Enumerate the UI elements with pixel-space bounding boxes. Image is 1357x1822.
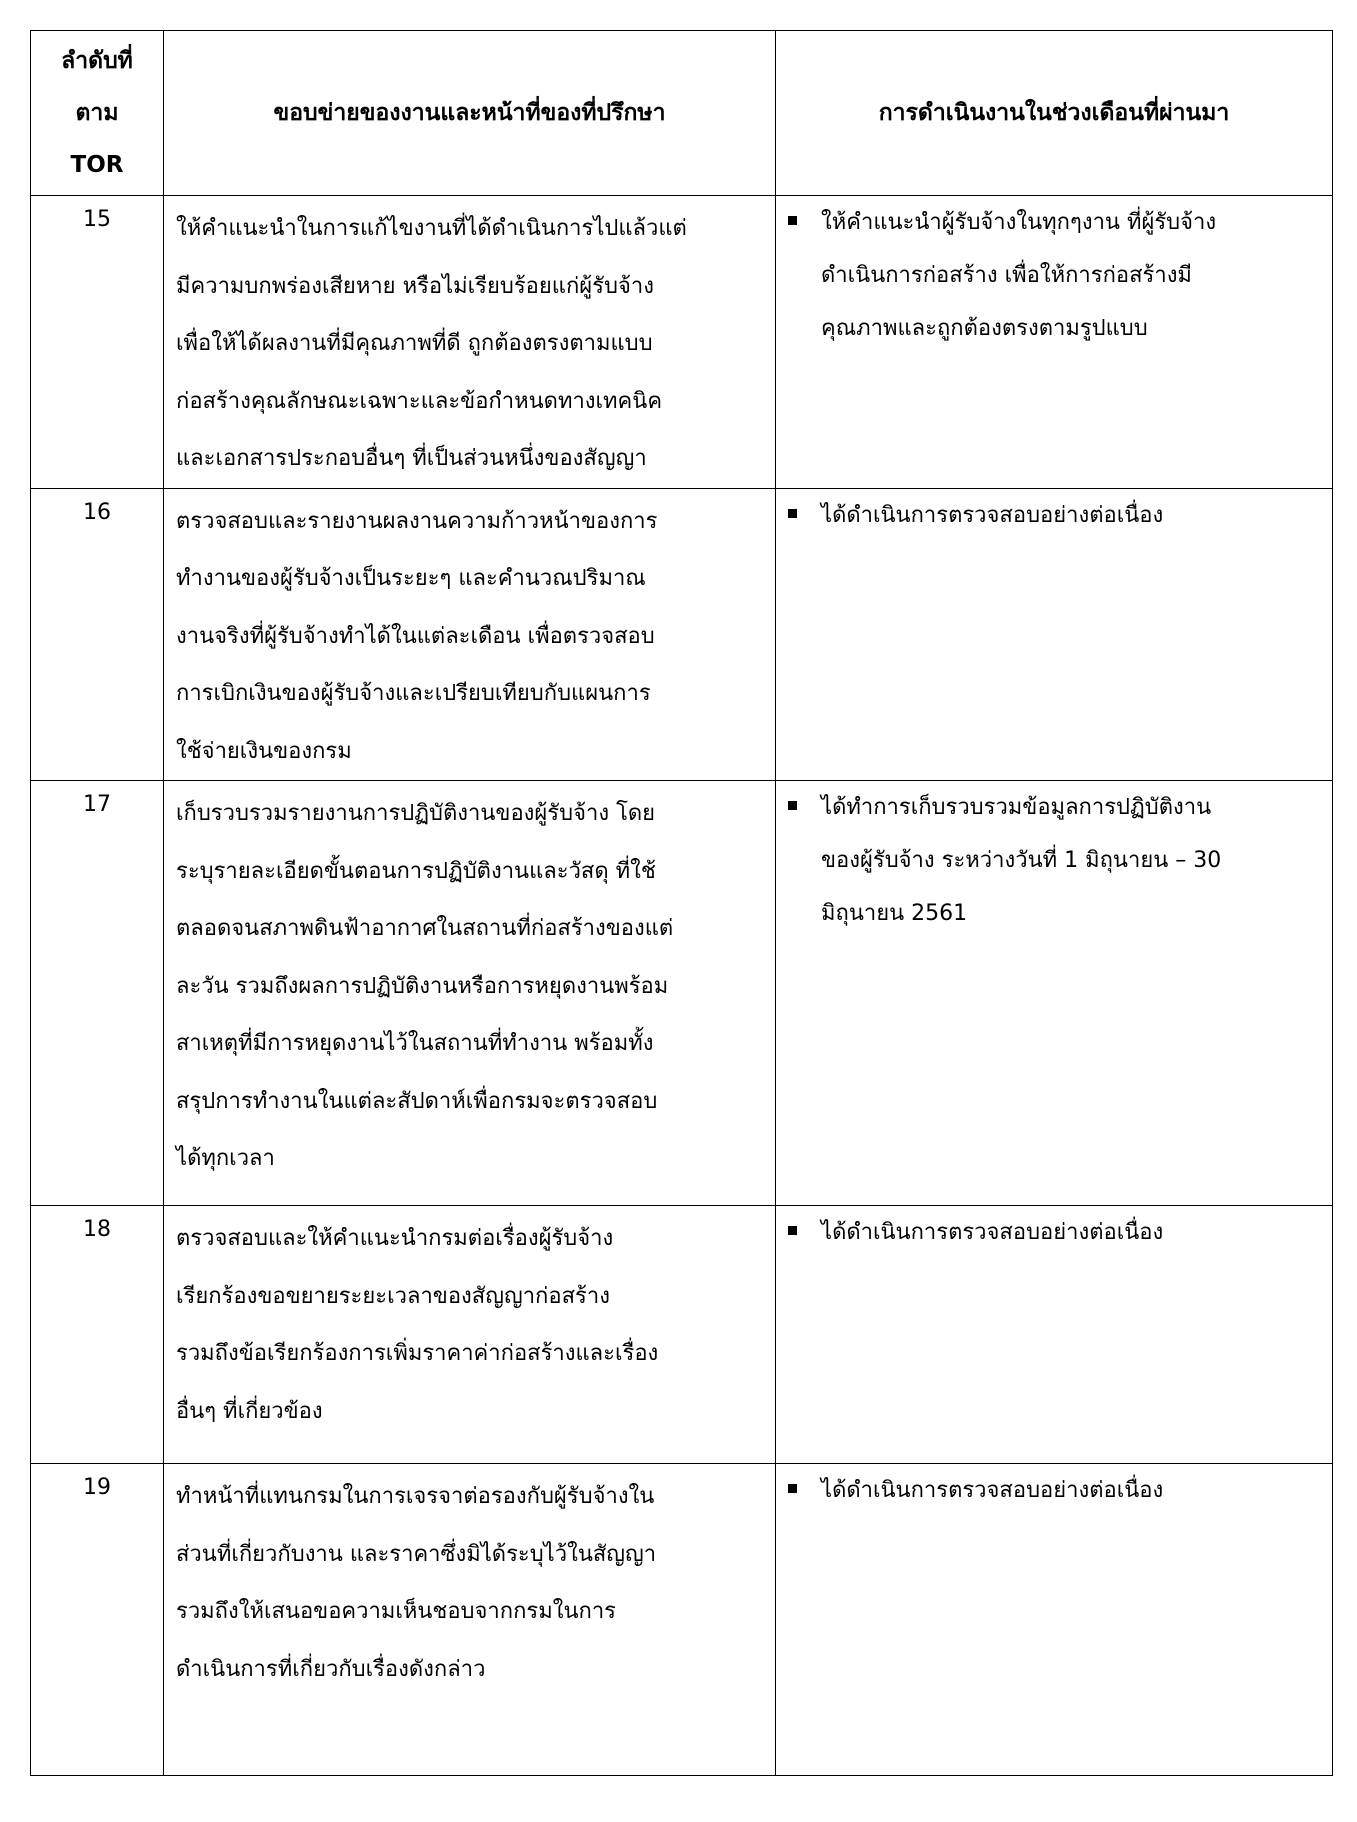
table-row	[31, 781, 1333, 1206]
result-text: ได้ดำเนินการตรวจสอบอย่างต่อเนื่อง	[821, 1220, 1164, 1245]
row-scope: ตรวจสอบและรายงานผลงานความก้าวหน้าของการ ทำงานของผู้รับจ้างเป็นระยะๆ และคำนวณปริมาณ งานจริงที่ผู้รับจ้างทำได้ในแต่ละเดือน เพื่อตรวจสอบ การเบิกเงินของผู้รับจ้างและเปรียบเทียบกับแผนการ ใช้จ่ายเงินของกรม	[164, 488, 776, 781]
square-bullet-icon	[788, 1226, 797, 1235]
row-number: 15	[31, 196, 164, 489]
header-result: การดำเนินงานในช่วงเดือนที่ผ่านมา	[776, 31, 1333, 196]
table-row	[31, 196, 1333, 489]
row-result	[776, 196, 1333, 489]
row-scope: เก็บรวบรวมรายงานการปฏิบัติงานของผู้รับจ้าง โดย ระบุรายละเอียดขั้นตอนการปฏิบัติงานและวัสดุ ที่ใช้ ตลอดจนสภาพดินฟ้าอากาศในสถานที่ก่อสร้างของแต่ ละวัน รวมถึงผลการปฏิบัติงานหรือการหยุดงานพร้อม สาเหตุที่มีการหยุดงานไว้ในสถานที่ทำงาน พร้อมทั้ง สรุปการทำงานในแต่ละสัปดาห์เพื่อกรมจะตรวจสอบ ได้ทุกเวลา	[164, 781, 776, 1206]
result-bullet-item	[788, 200, 1324, 355]
row-result	[776, 1206, 1333, 1464]
square-bullet-icon	[788, 801, 797, 810]
row-scope: ทำหน้าที่แทนกรมในการเจรจาต่อรองกับผู้รับจ้างใน ส่วนที่เกี่ยวกับงาน และราคาซึ่งมิได้ระบุไว้ในสัญญา รวมถึงให้เสนอขอความเห็นชอบจากกรมในการ ดำเนินการที่เกี่ยวกับเรื่องดังกล่าว	[164, 1464, 776, 1776]
row-number: 18	[31, 1206, 164, 1464]
table-row	[31, 1206, 1333, 1464]
table-row	[31, 488, 1333, 781]
result-bullet-item	[788, 1468, 1324, 1517]
result-bullet-item	[788, 1210, 1324, 1259]
row-number: 17	[31, 781, 164, 1206]
row-result	[776, 488, 1333, 781]
square-bullet-icon	[788, 1484, 797, 1493]
row-scope: ให้คำแนะนำในการแก้ไขงานที่ได้ดำเนินการไปแล้วแต่ มีความบกพร่องเสียหาย หรือไม่เรียบร้อยแก่ผู้รับจ้าง เพื่อให้ได้ผลงานที่มีคุณภาพที่ดี ถูกต้องตรงตามแบบ ก่อสร้างคุณลักษณะเฉพาะและข้อกำหนดทางเทคนิค และเอกสารประกอบอื่นๆ ที่เป็นส่วนหนึ่งของสัญญา	[164, 196, 776, 489]
header-scope: ขอบข่ายของงานและหน้าที่ของที่ปรึกษา	[164, 31, 776, 196]
row-scope: ตรวจสอบและให้คำแนะนำกรมต่อเรื่องผู้รับจ้าง เรียกร้องขอขยายระยะเวลาของสัญญาก่อสร้าง รวมถึงข้อเรียกร้องการเพิ่มราคาค่าก่อสร้างและเรื่อง อื่นๆ ที่เกี่ยวข้อง	[164, 1206, 776, 1464]
square-bullet-icon	[788, 216, 797, 225]
result-bullet-item	[788, 785, 1324, 940]
row-number: 16	[31, 488, 164, 781]
header-tor-number: ลำดับที่ ตาม TOR	[31, 31, 164, 196]
result-text: ให้คำแนะนำผู้รับจ้างในทุกๆงาน ที่ผู้รับจ้าง ดำเนินการก่อสร้าง เพื่อให้การก่อสร้างมี คุณภาพและถูกต้องตรงตามรูปแบบ	[821, 210, 1217, 341]
row-result	[776, 1464, 1333, 1776]
result-text: ได้ดำเนินการตรวจสอบอย่างต่อเนื่อง	[821, 1478, 1164, 1503]
result-text: ได้ทำการเก็บรวบรวมข้อมูลการปฏิบัติงาน ของผู้รับจ้าง ระหว่างวันที่ 1 มิถุนายน – 30 มิถุนายน 2561	[821, 795, 1222, 926]
square-bullet-icon	[788, 509, 797, 518]
table-row	[31, 1464, 1333, 1776]
header-row	[31, 31, 1333, 196]
result-bullet-item	[788, 493, 1324, 542]
row-number: 19	[31, 1464, 164, 1776]
row-result	[776, 781, 1333, 1206]
result-text: ได้ดำเนินการตรวจสอบอย่างต่อเนื่อง	[821, 502, 1164, 528]
progress-report-table	[30, 30, 1333, 1776]
